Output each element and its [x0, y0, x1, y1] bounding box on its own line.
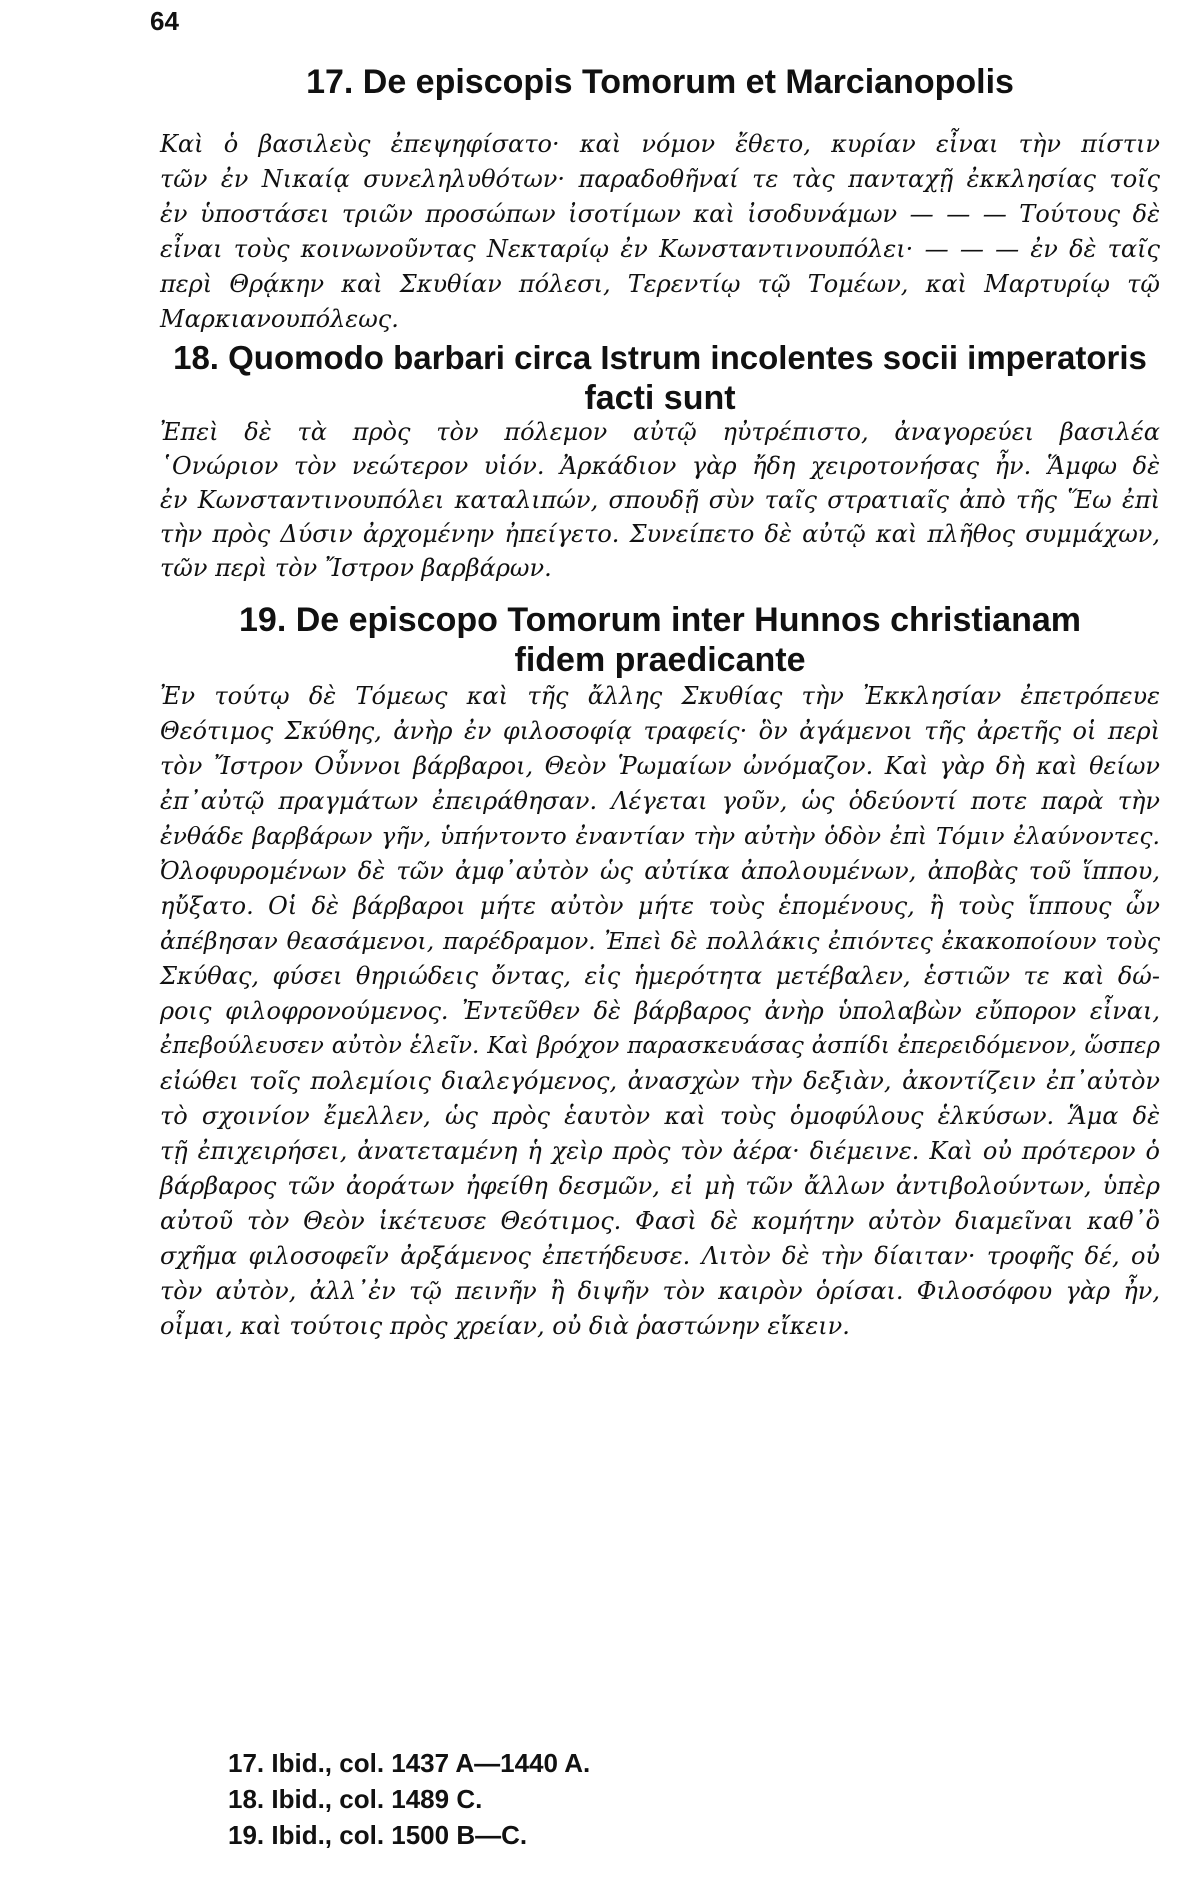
text-line: Μαρκιανουπόλεως.	[160, 305, 399, 333]
footnote: 19. Ibid., col. 1500 B—C.	[228, 1820, 528, 1850]
section-heading-19	[160, 600, 1160, 680]
text-line: ῾Ονώριον τὸν νεώτερον υἱόν. Ἀρκάδιον γὰρ ἤδη χειροτονήσας ἦν. Ἅμφω δὲ	[160, 452, 1160, 480]
text-line: τὸ σχοινίον ἔμελλεν, ὡς πρὸς ἑαυτὸν καὶ τοὺς ὁμοφύλους ἑλκύσων. Ἅμα δὲ	[160, 1102, 1160, 1130]
heading-line: facti sunt	[584, 379, 736, 417]
text-line: Καὶ ὁ βασιλεὺς ἐπεψηφίσατο· καὶ νόμον ἔθετο, κυρίαν εἶναι τὴν πίστιν	[160, 130, 1160, 158]
text-line: ἐν Κωνσταντινουπόλει καταλιπών, σπουδῇ σὺν ταῖς στρατιαῖς ἀπὸ τῆς Ἕω ἐπὶ	[160, 486, 1160, 514]
text-line: βάρβαρος τῶν ἀοράτων ἠφείθη δεσμῶν, εἰ μὴ τῶν ἄλλων ἀντιβολούντων, ὑπὲρ	[160, 1172, 1160, 1200]
footnotes	[228, 1745, 590, 1853]
footnote: 18. Ibid., col. 1489 C.	[228, 1784, 483, 1814]
text-line: οἶμαι, καὶ τούτοις πρὸς χρείαν, οὐ διὰ ῥαστώνην εἴκειν.	[160, 1312, 850, 1340]
heading-line: 19. De episcopo Tomorum inter Hunnos christianam	[239, 601, 1081, 639]
text-line: σχῆμα φιλοσοφεῖν ἀρξάμενος ἐπετήδευσε. Λιτὸν δὲ τὴν δίαιταν· τροφῆς δέ, οὐ	[160, 1242, 1160, 1270]
footnote: 17. Ibid., col. 1437 A—1440 A.	[228, 1748, 591, 1778]
text-line: Σκύθας, φύσει θηριώδεις ὄντας, εἰς ἡμερότητα μετέβαλεν, ἑστιῶν τε καὶ δώ-	[160, 962, 1160, 990]
text-line: Ἐπεὶ δὲ τὰ πρὸς τὸν πόλεμον αὐτῷ ηὐτρέπιστο, ἀναγορεύει βασιλέα	[160, 418, 1160, 446]
text-line: Ὀλοφυρομένων δὲ τῶν ἀμφ᾽αὐτὸν ὡς αὐτίκα ἀπολουμένων, ἀποβὰς τοῦ ἵππου,	[160, 857, 1160, 885]
text-line: ἐν ὑποστάσει τριῶν προσώπων ἰσοτίμων καὶ ἰσοδυνάμων — — — Τούτους δὲ	[160, 200, 1160, 228]
text-line: ἐπεβούλευσεν αὐτὸν ἑλεῖν. Καὶ βρόχον παρασκευάσας ἀσπίδι ἐπερειδόμενον, ὥσπερ	[160, 1033, 1160, 1059]
text-line: περὶ Θρᾴκην καὶ Σκυθίαν πόλεσι, Τερεντίῳ τῷ Τομέων, καὶ Μαρτυρίῳ τῷ	[160, 270, 1160, 298]
text-line: τὴν πρὸς Δύσιν ἀρχομένην ἠπείγετο. Συνείπετο δὲ αὐτῷ καὶ πλῆθος συμμάχων,	[160, 520, 1160, 548]
heading-line: fidem praedicante	[514, 641, 806, 679]
heading-line: 18. Quomodo barbari circa Istrum incolentes socii imperatoris	[173, 339, 1147, 376]
text-line: ηὔξατο. Οἱ δὲ βάρβαροι μήτε αὐτὸν μήτε τοὺς ἑπομένους, ἢ τοὺς ἵππους ὧν	[160, 892, 1160, 920]
page-number: 64	[150, 6, 179, 36]
text-line: τῶν ἐν Νικαίᾳ συνεληλυθότων· παραδοθῆναί τε τὰς πανταχῇ ἐκκλησίας τοῖς	[160, 165, 1160, 193]
heading-line: 17. De episcopis Tomorum et Marcianopolis	[306, 63, 1014, 101]
text-line: τῇ ἐπιχειρήσει, ἀνατεταμένη ἡ χεὶρ πρὸς τὸν ἀέρα· διέμεινε. Καὶ οὐ πρότερον ὁ	[160, 1137, 1160, 1165]
text-line: ἐπ᾽αὐτῷ πραγμάτων ἐπειράθησαν. Λέγεται γοῦν, ὡς ὁδεύοντί ποτε παρὰ τὴν	[160, 787, 1160, 815]
text-line: τῶν περὶ τὸν Ἴστρον βαρβάρων.	[160, 554, 552, 582]
text-line: τὸν Ἴστρον Οὖννοι βάρβαροι, Θεὸν Ῥωμαίων ὠνόμαζον. Καὶ γὰρ δὴ καὶ θείων	[160, 752, 1160, 780]
text-line: ἀπέβησαν θεασάμενοι, παρέδραμον. Ἐπεὶ δὲ πολλάκις ἐπιόντες ἐκακοποίουν τοὺς	[160, 927, 1160, 955]
text-line: Θεότιμος Σκύθης, ἀνὴρ ἐν φιλοσοφίᾳ τραφείς· ὃν ἀγάμενοι τῆς ἀρετῆς οἱ περὶ	[160, 717, 1160, 745]
text-line: αὐτοῦ τὸν Θεὸν ἱκέτευσε Θεότιμος. Φασὶ δὲ κομήτην αὐτὸν διαμεῖναι καθ᾽ὃ	[160, 1207, 1160, 1235]
text-line: ροις φιλοφρονούμενος. Ἐντεῦθεν δὲ βάρβαρος ἀνὴρ ὑπολαβὼν εὔπορον εἶναι,	[160, 997, 1160, 1025]
text-line: εἶναι τοὺς κοινωνοῦντας Νεκταρίῳ ἐν Κωνσταντινουπόλει· — — — ἐν δὲ ταῖς	[160, 235, 1160, 263]
section-heading-18	[160, 338, 1160, 418]
text-line: ἐνθάδε βαρβάρων γῆν, ὑπήντοντο ἐναντίαν τὴν αὐτὴν ὁδὸν ἐπὶ Τόμιν ἐλαύνοντες.	[160, 822, 1160, 850]
section-heading-17	[160, 62, 1160, 102]
text-line: εἰώθει τοῖς πολεμίοις διαλεγόμενος, ἀνασχὼν τὴν δεξιὰν, ἀκοντίζειν ἐπ᾽αὐτὸν	[160, 1067, 1160, 1095]
text-line: Ἐν τούτῳ δὲ Τόμεως καὶ τῆς ἄλλης Σκυθίας τὴν Ἐκκλησίαν ἐπετρόπευε	[160, 682, 1160, 710]
text-line: τὸν αὐτὸν, ἀλλ᾽ἐν τῷ πεινῆν ἢ διψῆν τὸν καιρὸν ὁρίσαι. Φιλοσόφου γὰρ ἦν,	[160, 1277, 1160, 1305]
